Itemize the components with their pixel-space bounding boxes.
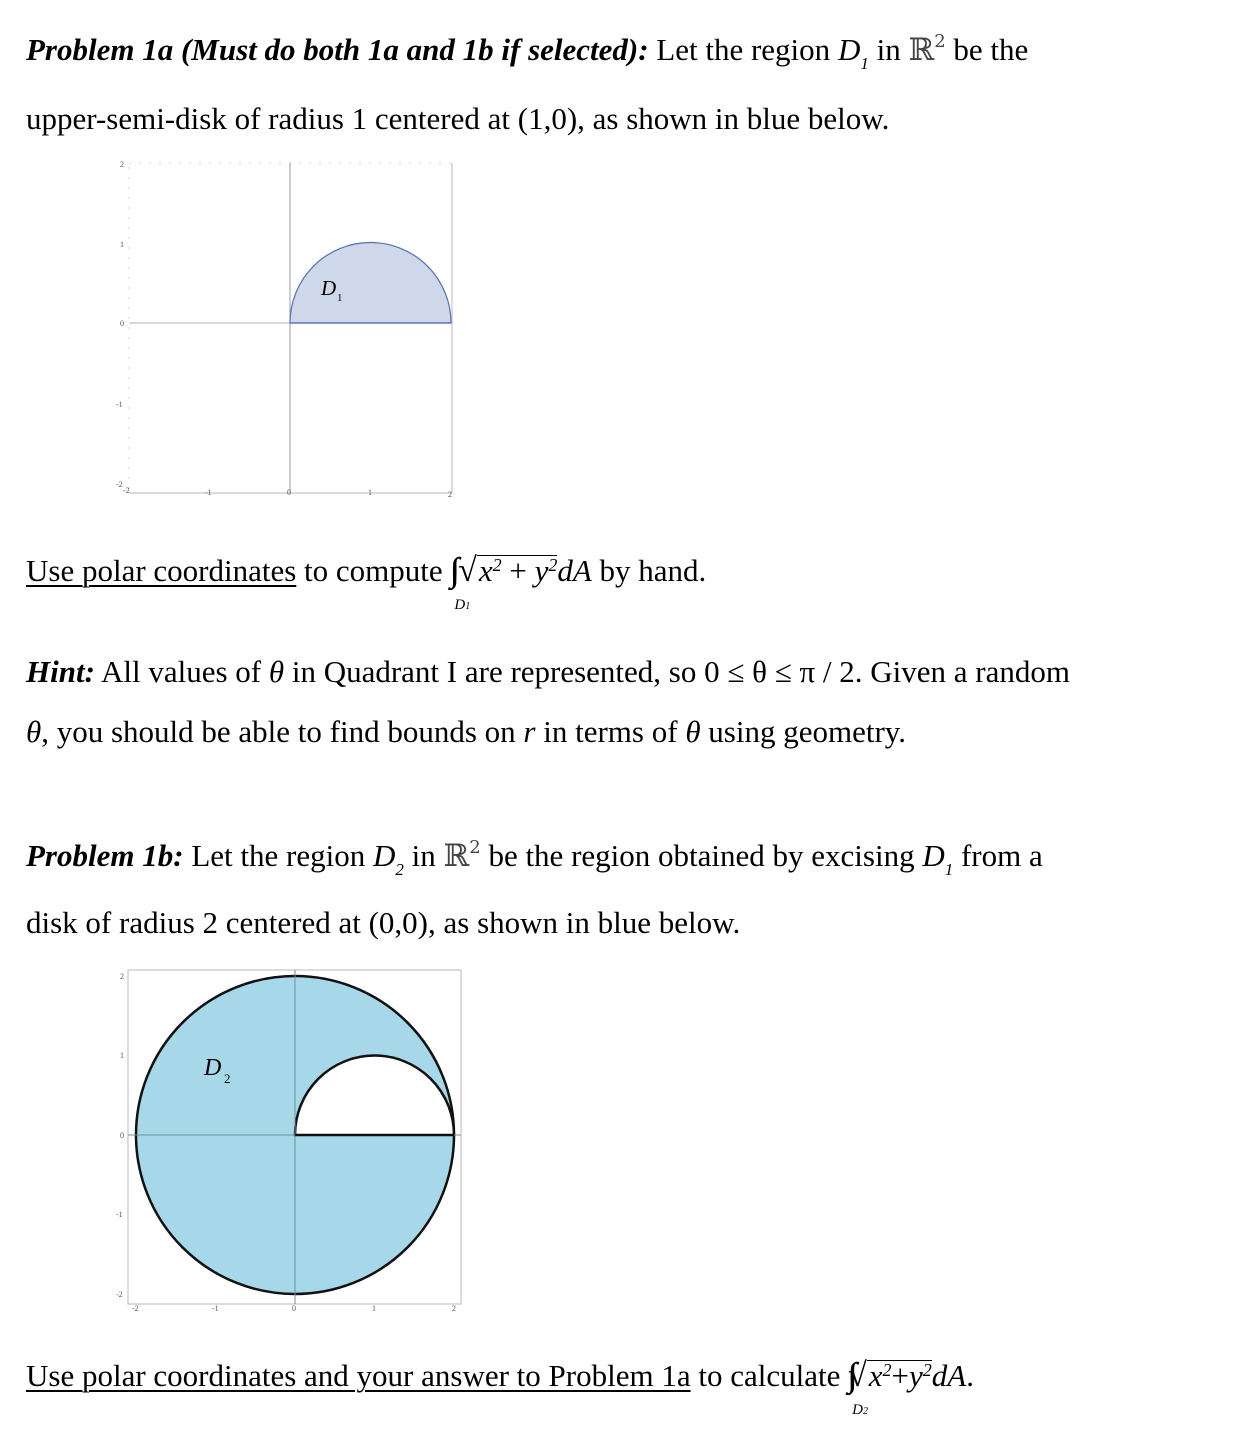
problem-1b-heading: Problem 1b: — [26, 838, 184, 873]
text: D — [454, 597, 466, 613]
text: dA — [931, 1358, 967, 1393]
text: Let the region — [191, 838, 366, 873]
integrand — [867, 1360, 932, 1395]
text: D — [372, 838, 396, 873]
text: 2 — [862, 1406, 868, 1417]
text: θ — [26, 714, 42, 749]
x-tick-label: -1 — [212, 1304, 219, 1313]
integrand — [477, 555, 558, 590]
text: to compute — [304, 553, 443, 588]
y-tick-label: 2 — [120, 972, 124, 981]
problem-1a-intro-line2: upper-semi-disk of radius 1 centered at (1,0), as shown in blue below. — [26, 101, 890, 136]
text: in terms of — [543, 714, 678, 749]
y-tick-label: 1 — [120, 1051, 124, 1060]
text: ℝ — [443, 838, 470, 874]
text: from a — [960, 838, 1043, 873]
text: D — [852, 1402, 863, 1418]
sqrt-sign: √ — [458, 552, 477, 589]
y-tick-label: -1 — [116, 400, 123, 409]
region-d2-symbol — [372, 838, 404, 879]
text: Let the region — [656, 32, 831, 67]
text: y — [534, 553, 549, 588]
problem-1a-intro-line1 — [26, 32, 1028, 73]
text: D — [837, 32, 861, 67]
problem-1a-task — [26, 552, 707, 613]
text: r — [523, 714, 536, 749]
text: θ — [268, 654, 285, 689]
text: 1 — [860, 54, 869, 73]
x-tick-label: 2 — [452, 1304, 456, 1313]
text: be the region obtained by excising — [488, 838, 915, 873]
region-d1-shape — [290, 243, 451, 324]
problem-1b-intro-line2: disk of radius 2 centered at (0,0), as shown in blue below. — [26, 905, 741, 940]
text: 1 — [465, 601, 471, 612]
region-d2-label-sub: 2 — [224, 1071, 231, 1086]
y-tick-label: 0 — [120, 319, 124, 328]
real-space-symbol — [443, 838, 480, 874]
problem-1b-task — [26, 1357, 974, 1418]
polar-coordinates-instruction: Use polar coordinates — [26, 553, 297, 588]
y-tick-label: -2 — [116, 1290, 123, 1299]
text: θ — [685, 714, 701, 749]
problem-1b-intro-line1 — [26, 838, 1043, 879]
text: using geometry. — [708, 714, 907, 749]
hint-label: Hint: — [26, 654, 95, 689]
hint-line1 — [26, 654, 1070, 690]
text: by hand. — [599, 553, 707, 588]
y-tick-label: 1 — [120, 240, 124, 249]
text: All values of — [100, 654, 262, 689]
text: 2 — [934, 31, 946, 52]
region-d1-label-sub: 1 — [337, 292, 343, 304]
y-tick-label: 2 — [120, 160, 124, 169]
text: x — [868, 1358, 883, 1393]
text: + — [509, 553, 527, 588]
region-d2-label: D — [204, 1055, 222, 1081]
text: . Given a random — [854, 654, 1070, 689]
x-tick-label: -2 — [123, 486, 130, 495]
integral-domain — [454, 587, 470, 625]
text: y — [909, 1358, 923, 1393]
text: x — [478, 553, 493, 588]
figure-1a-plot — [112, 155, 472, 505]
x-tick-label: 1 — [368, 488, 372, 497]
y-tick-label: -1 — [116, 1210, 123, 1219]
text: + — [891, 1358, 910, 1393]
text: ℝ — [908, 32, 935, 68]
x-tick-label: -2 — [132, 1304, 139, 1313]
hint-line2 — [26, 714, 906, 750]
text: 2 — [492, 555, 502, 575]
integral-domain — [852, 1392, 868, 1430]
text: D — [922, 838, 945, 873]
region-d1-label: D — [321, 276, 337, 300]
x-tick-label: 2 — [448, 490, 452, 499]
region-d1-symbol — [922, 838, 954, 879]
x-tick-label: 0 — [292, 1304, 296, 1313]
hint-math: 0 ≤ θ ≤ π / 2 — [704, 654, 855, 689]
text: 2 — [395, 860, 404, 879]
text: dA — [557, 553, 592, 588]
text: 2 — [469, 837, 481, 858]
problem-1a-heading: Problem 1a (Must do both 1a and 1b if selected): — [26, 32, 649, 67]
text: 2 — [922, 1360, 932, 1380]
text: 2 — [548, 555, 558, 575]
text: in — [876, 32, 901, 67]
y-tick-label: 0 — [120, 1131, 124, 1140]
figure-1b-plot — [112, 963, 472, 1318]
polar-coordinates-instruction: Use polar coordinates and your answer to Problem 1a — [26, 1358, 691, 1393]
text: , you should be able to find bounds on — [41, 714, 516, 749]
text: 2 — [882, 1360, 892, 1380]
x-tick-label: 1 — [372, 1304, 376, 1313]
real-space-symbol — [908, 32, 945, 68]
text: in Quadrant I are represented, so — [291, 654, 697, 689]
text: . — [966, 1358, 974, 1393]
x-tick-label: 0 — [287, 488, 291, 497]
text: in — [411, 838, 436, 873]
text: 1 — [944, 860, 954, 879]
sqrt-sign: √ — [848, 1357, 867, 1394]
text: be the — [953, 32, 1029, 67]
x-tick-label: -1 — [205, 488, 212, 497]
region-d1-symbol — [837, 32, 869, 73]
y-tick-label: -2 — [116, 480, 123, 489]
text: to calculate — [698, 1358, 841, 1393]
